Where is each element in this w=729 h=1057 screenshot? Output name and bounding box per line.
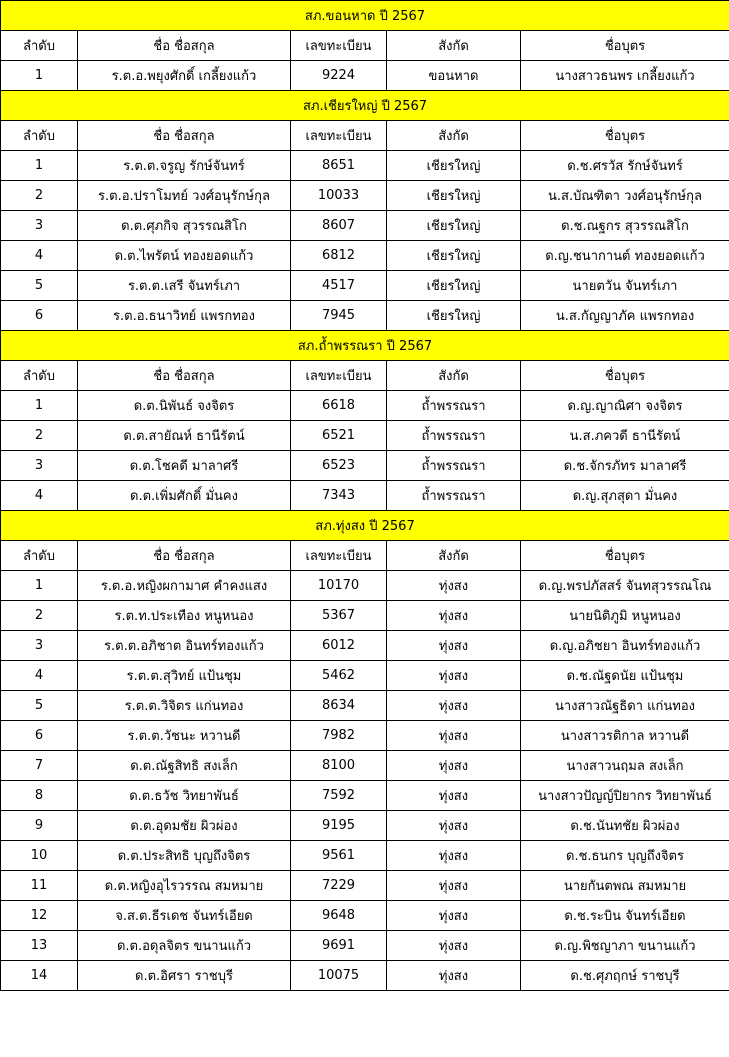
affiliation-cell: เชียรใหญ่ — [387, 241, 521, 271]
section-title-row — [1, 511, 729, 541]
order-cell: 3 — [1, 211, 78, 241]
table-row — [1, 721, 729, 751]
affiliation-cell: ทุ่งสง — [387, 631, 521, 661]
registration-number-cell: 7945 — [291, 301, 387, 331]
registration-number-cell: 10033 — [291, 181, 387, 211]
affiliation-cell: ถ้ำพรรณรา — [387, 481, 521, 511]
table-row — [1, 931, 729, 961]
order-cell: 8 — [1, 781, 78, 811]
order-cell: 6 — [1, 301, 78, 331]
child-name-cell: ด.ช.จักรภัทร มาลาศรี — [521, 451, 729, 481]
affiliation-cell: ทุ่งสง — [387, 571, 521, 601]
table-row — [1, 271, 729, 301]
order-cell: 1 — [1, 391, 78, 421]
column-header: ชื่อบุตร — [521, 121, 729, 151]
registration-number-cell: 5462 — [291, 661, 387, 691]
table-row — [1, 961, 729, 991]
child-name-cell: น.ส.ภควดี ธานีรัตน์ — [521, 421, 729, 451]
column-header: สังกัด — [387, 361, 521, 391]
affiliation-cell: ทุ่งสง — [387, 601, 521, 631]
column-header: สังกัด — [387, 541, 521, 571]
affiliation-cell: ทุ่งสง — [387, 901, 521, 931]
order-cell: 9 — [1, 811, 78, 841]
affiliation-cell: ขอนหาด — [387, 61, 521, 91]
child-name-cell: นางสาวณัฐธิดา แก่นทอง — [521, 691, 729, 721]
child-name-cell: ด.ญ.พิชญาภา ขนานแก้ว — [521, 931, 729, 961]
order-cell: 4 — [1, 241, 78, 271]
table-row — [1, 181, 729, 211]
column-header: ชื่อบุตร — [521, 541, 729, 571]
affiliation-cell: ทุ่งสง — [387, 751, 521, 781]
child-name-cell: นางสาวปัญญ์ปิยากร วิทยาพันธ์ — [521, 781, 729, 811]
table-row — [1, 601, 729, 631]
affiliation-cell: ทุ่งสง — [387, 931, 521, 961]
name-cell: ด.ต.โชคดี มาลาศรี — [78, 451, 291, 481]
registration-number-cell: 9224 — [291, 61, 387, 91]
table-row — [1, 871, 729, 901]
child-name-cell: ด.ช.ณฐกร สุวรรณสิโก — [521, 211, 729, 241]
registration-number-cell: 6812 — [291, 241, 387, 271]
table-row — [1, 841, 729, 871]
column-header: เลขทะเบียน — [291, 541, 387, 571]
order-cell: 1 — [1, 571, 78, 601]
child-name-cell: นางสาวธนพร เกลี้ยงแก้ว — [521, 61, 729, 91]
name-cell: ร.ต.อ.ปราโมทย์ วงศ์อนุรักษ์กุล — [78, 181, 291, 211]
name-cell: ด.ต.หญิงอุไรวรรณ สมหมาย — [78, 871, 291, 901]
order-cell: 14 — [1, 961, 78, 991]
order-cell: 5 — [1, 271, 78, 301]
column-header: สังกัด — [387, 31, 521, 61]
table-row — [1, 571, 729, 601]
affiliation-cell: ถ้ำพรรณรา — [387, 391, 521, 421]
name-cell: ด.ต.อดุลจิตร ขนานแก้ว — [78, 931, 291, 961]
column-header: ลำดับ — [1, 31, 78, 61]
table-row — [1, 631, 729, 661]
section-title: สภ.เชียรใหญ่ ปี 2567 — [1, 91, 729, 121]
order-cell: 2 — [1, 421, 78, 451]
section-title: สภ.ขอนหาด ปี 2567 — [1, 1, 729, 31]
order-cell: 1 — [1, 151, 78, 181]
affiliation-cell: ถ้ำพรรณรา — [387, 421, 521, 451]
table-row — [1, 301, 729, 331]
registration-number-cell: 7982 — [291, 721, 387, 751]
order-cell: 12 — [1, 901, 78, 931]
registration-number-cell: 6012 — [291, 631, 387, 661]
order-cell: 6 — [1, 721, 78, 751]
table-body — [1, 1, 729, 991]
column-header: ชื่อ ชื่อสกุล — [78, 121, 291, 151]
column-header-row — [1, 31, 729, 61]
child-name-cell: ด.ช.ธนกร บุญถึงจิตร — [521, 841, 729, 871]
order-cell: 4 — [1, 481, 78, 511]
child-name-cell: ด.ญ.สุภสุดา มั่นคง — [521, 481, 729, 511]
name-cell: ด.ต.ณัฐสิทธิ สงเล็ก — [78, 751, 291, 781]
column-header: เลขทะเบียน — [291, 31, 387, 61]
order-cell: 3 — [1, 631, 78, 661]
registration-number-cell: 5367 — [291, 601, 387, 631]
table-row — [1, 751, 729, 781]
registration-number-cell: 9561 — [291, 841, 387, 871]
table-row — [1, 211, 729, 241]
table-row — [1, 61, 729, 91]
column-header: ชื่อ ชื่อสกุล — [78, 541, 291, 571]
column-header: ชื่อ ชื่อสกุล — [78, 361, 291, 391]
child-name-cell: นายกันตพณ สมหมาย — [521, 871, 729, 901]
affiliation-cell: ทุ่งสง — [387, 661, 521, 691]
table-row — [1, 391, 729, 421]
name-cell: ด.ต.สายัณห์ ธานีรัตน์ — [78, 421, 291, 451]
section-title: สภ.ทุ่งสง ปี 2567 — [1, 511, 729, 541]
name-cell: ด.ต.ประสิทธิ บุญถึงจิตร — [78, 841, 291, 871]
name-cell: ด.ต.นิพันธ์ จงจิตร — [78, 391, 291, 421]
name-cell: ร.ต.อ.ธนาวิทย์ แพรกทอง — [78, 301, 291, 331]
name-cell: ร.ต.ต.จรูญ รักษ์จันทร์ — [78, 151, 291, 181]
affiliation-cell: ทุ่งสง — [387, 691, 521, 721]
registration-number-cell: 9691 — [291, 931, 387, 961]
child-name-cell: นายนิติภูมิ หนูหนอง — [521, 601, 729, 631]
affiliation-cell: ทุ่งสง — [387, 871, 521, 901]
section-title-row — [1, 331, 729, 361]
column-header: สังกัด — [387, 121, 521, 151]
table-row — [1, 451, 729, 481]
column-header: ลำดับ — [1, 541, 78, 571]
registration-number-cell: 9195 — [291, 811, 387, 841]
order-cell: 4 — [1, 661, 78, 691]
child-name-cell: นางสาวนฤมล สงเล็ก — [521, 751, 729, 781]
child-name-cell: นางสาวรติกาล หวานดี — [521, 721, 729, 751]
child-name-cell: น.ส.บัณฑิตา วงศ์อนุรักษ์กุล — [521, 181, 729, 211]
affiliation-cell: เชียรใหญ่ — [387, 271, 521, 301]
registration-number-cell: 10170 — [291, 571, 387, 601]
affiliation-cell: เชียรใหญ่ — [387, 181, 521, 211]
column-header: ชื่อ ชื่อสกุล — [78, 31, 291, 61]
table-row — [1, 781, 729, 811]
order-cell: 5 — [1, 691, 78, 721]
section-title-row — [1, 1, 729, 31]
name-cell: ร.ต.ต.อภิชาต อินทร์ทองแก้ว — [78, 631, 291, 661]
registration-number-cell: 8651 — [291, 151, 387, 181]
name-cell: จ.ส.ต.ธีรเดช จันทร์เอียด — [78, 901, 291, 931]
registration-number-cell: 7229 — [291, 871, 387, 901]
section-title: สภ.ถ้ำพรรณรา ปี 2567 — [1, 331, 729, 361]
registration-number-cell: 8100 — [291, 751, 387, 781]
affiliation-cell: ทุ่งสง — [387, 811, 521, 841]
child-name-cell: ด.ญ.อภิชยา อินทร์ทองแก้ว — [521, 631, 729, 661]
table-row — [1, 481, 729, 511]
column-header-row — [1, 121, 729, 151]
name-cell: ด.ต.ศุภกิจ สุวรรณสิโก — [78, 211, 291, 241]
registration-number-cell: 6523 — [291, 451, 387, 481]
table-row — [1, 811, 729, 841]
column-header: เลขทะเบียน — [291, 361, 387, 391]
registration-number-cell: 8607 — [291, 211, 387, 241]
column-header: ชื่อบุตร — [521, 31, 729, 61]
order-cell: 11 — [1, 871, 78, 901]
column-header: ลำดับ — [1, 121, 78, 151]
affiliation-cell: ถ้ำพรรณรา — [387, 451, 521, 481]
order-cell: 7 — [1, 751, 78, 781]
name-cell: ด.ต.อุดมชัย ผิวผ่อง — [78, 811, 291, 841]
table-row — [1, 241, 729, 271]
name-cell: ด.ต.อิศรา ราชบุรี — [78, 961, 291, 991]
name-cell: ด.ต.ธวัช วิทยาพันธ์ — [78, 781, 291, 811]
name-cell: ร.ต.ต.วัชนะ หวานดี — [78, 721, 291, 751]
affiliation-cell: ทุ่งสง — [387, 781, 521, 811]
affiliation-cell: ทุ่งสง — [387, 841, 521, 871]
name-cell: ร.ต.อ.หญิงผกามาศ คำคงแสง — [78, 571, 291, 601]
column-header: ลำดับ — [1, 361, 78, 391]
column-header: ชื่อบุตร — [521, 361, 729, 391]
registration-number-cell: 9648 — [291, 901, 387, 931]
name-cell: ด.ต.ไพรัตน์ ทองยอดแก้ว — [78, 241, 291, 271]
child-name-cell: ด.ช.ศุภฤกษ์ ราชบุรี — [521, 961, 729, 991]
table-row — [1, 151, 729, 181]
order-cell: 13 — [1, 931, 78, 961]
registration-number-cell: 8634 — [291, 691, 387, 721]
name-cell: ร.ต.ต.เสรี จันทร์เภา — [78, 271, 291, 301]
order-cell: 1 — [1, 61, 78, 91]
name-cell: ร.ต.ท.ประเทือง หนูหนอง — [78, 601, 291, 631]
child-name-cell: ด.ญ.ชนากานต์ ทองยอดแก้ว — [521, 241, 729, 271]
section-title-row — [1, 91, 729, 121]
child-name-cell: น.ส.กัญญาภัค แพรกทอง — [521, 301, 729, 331]
affiliation-cell: เชียรใหญ่ — [387, 151, 521, 181]
order-cell: 10 — [1, 841, 78, 871]
name-cell: ร.ต.อ.พยุงศักดิ์ เกลี้ยงแก้ว — [78, 61, 291, 91]
column-header: เลขทะเบียน — [291, 121, 387, 151]
name-cell: ร.ต.ต.สุวิทย์ แป้นชุม — [78, 661, 291, 691]
affiliation-cell: เชียรใหญ่ — [387, 301, 521, 331]
child-name-cell: นายตวัน จันทร์เภา — [521, 271, 729, 301]
child-name-cell: ด.ญ.พรปภัสสร์ จันทสุวรรณโณ — [521, 571, 729, 601]
affiliation-cell: เชียรใหญ่ — [387, 211, 521, 241]
table-row — [1, 421, 729, 451]
table-row — [1, 661, 729, 691]
child-name-cell: ด.ญ.ญาณิศา จงจิตร — [521, 391, 729, 421]
column-header-row — [1, 541, 729, 571]
order-cell: 3 — [1, 451, 78, 481]
registration-number-cell: 4517 — [291, 271, 387, 301]
child-name-cell: ด.ช.ระบิน จันทร์เอียด — [521, 901, 729, 931]
affiliation-cell: ทุ่งสง — [387, 961, 521, 991]
registration-number-cell: 7343 — [291, 481, 387, 511]
table-row — [1, 691, 729, 721]
child-name-cell: ด.ช.นันทชัย ผิวผ่อง — [521, 811, 729, 841]
name-cell: ร.ต.ต.วิจิตร แก่นทอง — [78, 691, 291, 721]
column-header-row — [1, 361, 729, 391]
name-cell: ด.ต.เพิ่มศักดิ์ มั่นคง — [78, 481, 291, 511]
registration-number-cell: 10075 — [291, 961, 387, 991]
registration-number-cell: 7592 — [291, 781, 387, 811]
child-name-cell: ด.ช.ณัฐดนัย แป้นชุม — [521, 661, 729, 691]
order-cell: 2 — [1, 601, 78, 631]
child-name-cell: ด.ช.ศรวัส รักษ์จันทร์ — [521, 151, 729, 181]
order-cell: 2 — [1, 181, 78, 211]
table-row — [1, 901, 729, 931]
registration-number-cell: 6618 — [291, 391, 387, 421]
registration-number-cell: 6521 — [291, 421, 387, 451]
affiliation-cell: ทุ่งสง — [387, 721, 521, 751]
